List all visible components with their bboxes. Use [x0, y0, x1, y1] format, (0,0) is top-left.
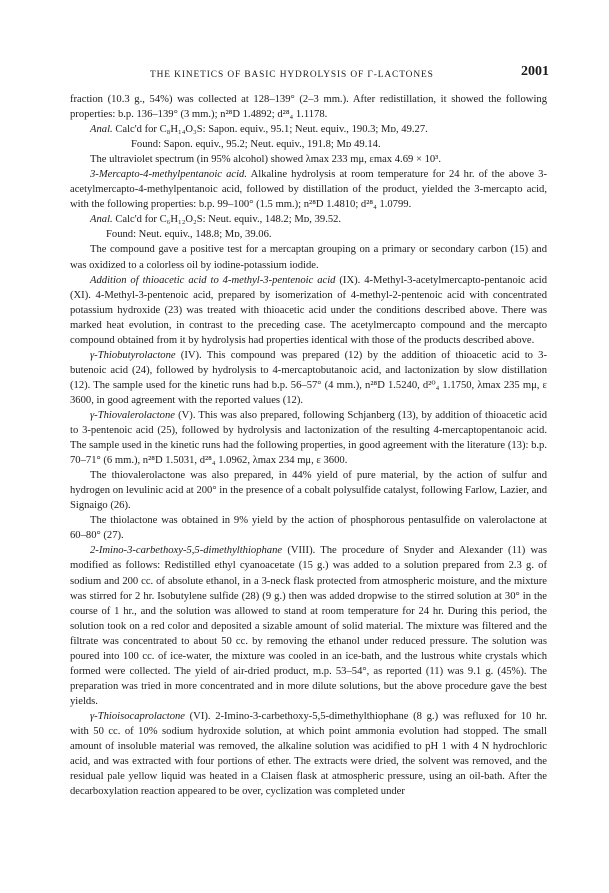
paragraph-text: The ultraviolet spectrum (in 95% alcohol) showed λmax 233 mμ, εmax 4.69 × 10³. [90, 154, 441, 166]
body-paragraph [70, 227, 547, 242]
body-paragraph [70, 92, 547, 122]
paragraph-text: The thiolactone was obtained in 9% yield by the action of phosphorous pentasulfide on valerolactone at 60–80° (27). [70, 515, 547, 542]
paragraph-text: Calc'd for C₆H₁₂O₂S: Neut. equiv., 148.2; Mᴅ, 39.52. [112, 214, 342, 226]
paragraph-text: fraction (10.3 g., 54%) was collected at 128–139° (2–3 mm.). After redistillation, it showed the following properties: b.p. 136–139° (3 mm.); n²⁸D 1.4892; d²⁸₄ 1.1178. [70, 94, 547, 121]
paragraph-subhead: γ-Thiovalerolactone [90, 409, 175, 421]
paragraph-text: (VIII). The procedure of Snyder and Alexander (11) was modified as follows: Redistilled ethyl cyanoacetate (15 g.) was added to a solution prepared from 2.3 g. of sodium and 200 cc. of absolute ethanol, in a 3-neck flask protected from atmospheric moisture, and the mixture was stirred for 2 hr. Isobutylene sulfide (28) (9 g.) then was added dropwise to the stirred solution at 30° in the course of 1 hr., and the solution was allowed to stand at room temperature for 24 hr. During this period, the solution took on a red color and deposited a sizable amount of solid material. The mixture was filtered and the filtrate was concentrated to about 50 cc. by removing the ethanol under reduced pressure. The solution was poured into 100 cc. of ice-water, the mixture was cooled in an ice-bath, and the lustrous white crystals which formed were collected. The yield of air-dried product, m.p. 53–54°, as reported (11) was 9.1 g. (45%). The preparation was tried in more concentrated and in more dilute solutions, but the above procedure gave the best yields. [70, 545, 547, 707]
body-paragraph [70, 212, 547, 227]
running-title: THE KINETICS OF BASIC HYDROLYSIS OF Γ-LACTONES [150, 70, 434, 80]
paragraph-subhead: 2-Imino-3-carbethoxy-5,5-dimethylthiophane [90, 545, 283, 557]
body-paragraph [70, 408, 547, 468]
article-body [70, 92, 547, 799]
paragraph-subhead: Addition of thioacetic acid to 4-methyl-3-pentenoic acid [90, 274, 336, 286]
body-paragraph [70, 152, 547, 167]
body-paragraph [70, 242, 547, 272]
body-paragraph [70, 137, 547, 152]
page-number: 2001 [521, 64, 549, 79]
paragraph-subhead: Anal. [90, 124, 113, 136]
page-header [70, 64, 549, 86]
body-paragraph [70, 543, 547, 709]
body-paragraph [70, 513, 547, 543]
paragraph-text: The compound gave a positive test for a mercaptan grouping on a primary or secondary carbon (15) and was oxidized to a colorless oil by iodine-potassium iodide. [70, 244, 547, 271]
body-paragraph [70, 167, 547, 212]
paragraph-subhead: γ-Thioisocaprolactone [90, 710, 185, 722]
paragraph-subhead: γ-Thiobutyrolactone [90, 349, 176, 361]
body-paragraph [70, 122, 547, 137]
paragraph-text: Calc'd for C₈H₁₄O₃S: Sapon. equiv., 95.1; Neut. equiv., 190.3; Mᴅ, 49.27. [112, 124, 428, 136]
paragraph-subhead: 3-Mercapto-4-methylpentanoic acid. [90, 169, 248, 181]
paragraph-text: Found: Neut. equiv., 148.8; Mᴅ, 39.06. [106, 229, 272, 241]
paragraph-text: (V). This was also prepared, following Schjanberg (13), by addition of thioacetic acid to 3-pentenoic acid (25), followed by hydrolysis and lactonization of the resulting 4-mercaptopentanoic acid. The sample used in the kinetic runs had the following properties, in good agreement with the literature (13): b.p. 70–71° (6 mm.), n²⁸D 1.5031, d²⁸₄ 1.0962, λmax 234 mμ, ε 3600. [70, 409, 547, 467]
paragraph-text: Alkaline hydrolysis at room temperature for 24 hr. of the above 3-acetylmercapto-4-methylpentanoic acid, followed by distillation of the product, yielded the 3-mercapto acid, with the following properties: b.p. 99–100° (1.5 mm.); n²⁸D 1.4810; d²⁸₄ 1.0799. [70, 169, 547, 211]
body-paragraph [70, 348, 547, 408]
paragraph-text: (IV). This compound was prepared (12) by the addition of thioacetic acid to 3-butenoic acid (24), followed by hydrolysis to 4-mercaptobutanoic acid, and lactonization by slow distillation (12). The sample used for the kinetic runs had b.p. 56–57° (4 mm.), n²⁸D 1.5240, d²⁰₄ 1.1750, λmax 235 mμ, ε 3600, in good agreement with the reported values (12). [70, 349, 547, 406]
paragraph-subhead: Anal. [90, 214, 113, 226]
paragraph-text: (IX). 4-Methyl-3-acetylmercapto-pentanoic acid (XI). 4-Methyl-3-pentenoic acid, prepared by isomerization of 4-methyl-2-pentenoic acid with concentrated potassium hydroxide (23) was treated with thioacetic acid under the conditions described above. There was marked heat evolution, in contrast to the preceding case. The acetylmercapto compound and the mercapto compound obtained from it by hydrolysis had properties identical with those of the products described above. [70, 274, 547, 346]
paragraph-text: Found: Sapon. equiv., 95.2; Neut. equiv., 191.8; Mᴅ 49.14. [131, 139, 381, 151]
paragraph-text: The thiovalerolactone was also prepared, in 44% yield of pure material, by the action of sulfur and hydrogen on levulinic acid at 200° in the presence of a cobalt polysulfide catalyst, following Farlow, Lazier, and Signaigo (26). [70, 470, 547, 512]
body-paragraph [70, 468, 547, 513]
body-paragraph [70, 273, 547, 348]
body-paragraph [70, 709, 547, 799]
paragraph-text: (VI). 2-Imino-3-carbethoxy-5,5-dimethylthiophane (8 g.) was refluxed for 10 hr. with 50 cc. of 10% sodium hydroxide solution, at which point ammonia evolution had stopped. The small amount of insoluble material was removed, the alkaline solution was acidified to pH 1 with 4 N hydrochloric acid, and was extracted with four portions of ether. The extracts were dried, the solvent was removed, and the residual pale yellow liquid was heated in a Claisen flask at atmospheric pressure, using an oil-bath. After the decarboxylation reaction appeared to be over, cyclization was completed under [70, 710, 547, 798]
